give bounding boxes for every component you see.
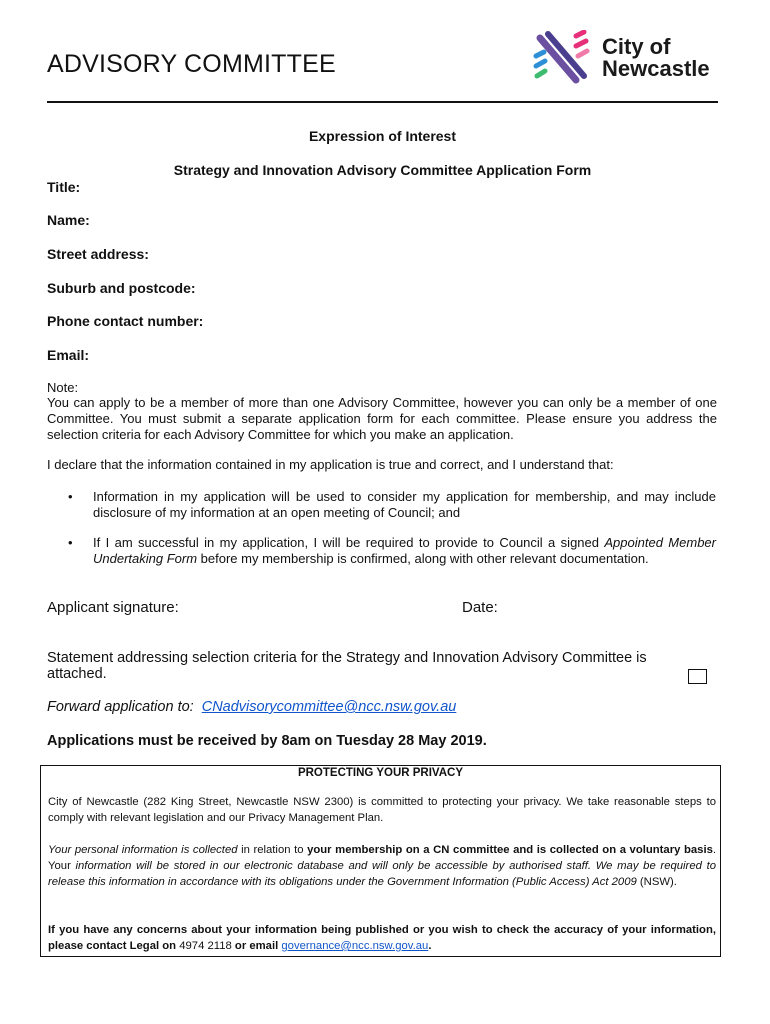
privacy-p2-bold-c: your membership on a CN committee and is collected on a voluntary basis [307, 844, 713, 856]
form-heading: Expression of Interest [308, 128, 457, 144]
suburb-postcode-field-label: Suburb and postcode: [47, 280, 196, 296]
declaration-bullet-2 [93, 535, 716, 567]
bullet2-text-part2: before my membership is confirmed, along with other relevant documentation. [197, 551, 649, 566]
privacy-title: PROTECTING YOUR PRIVACY [297, 767, 464, 779]
bullet-symbol: • [68, 535, 73, 550]
bullet-symbol: • [68, 489, 73, 504]
forward-label: Forward application to: [47, 699, 194, 715]
forward-email-link[interactable]: CNadvisorycommittee@ncc.nsw.gov.au [201, 699, 457, 715]
statement-attached-checkbox[interactable] [688, 669, 707, 684]
privacy-p2-text-d: . Your [48, 844, 716, 872]
declaration-bullet-1: Information in my application will be used to consider my application for membership, and may include disclosure of my information at an open meeting of Council; and [93, 489, 716, 520]
privacy-paragraph-2 [48, 842, 716, 890]
bullet2-text-part1: If I am successful in my application, I will be required to provide to Council a signed [93, 535, 605, 550]
privacy-p3-bold-a: If you have any concerns about your information being published or you wish to check the accuracy of your information, please contact Legal on [48, 924, 716, 952]
privacy-paragraph-3 [48, 922, 716, 954]
privacy-p3-bold-b: or email [231, 940, 282, 952]
date-label: Date: [462, 599, 498, 616]
phone-field-label: Phone contact number: [47, 313, 204, 329]
privacy-p2-text-b: in relation to [237, 844, 308, 856]
privacy-p2-italic-e: information will be stored in our electronic database and will only be accessible by authorised staff. We may be required to release this information in accordance with its obligations under the Government Information (Public Access) Act 2009 [48, 860, 716, 888]
applicant-signature-label: Applicant signature: [47, 599, 179, 616]
logo-text-line1: City of [602, 34, 671, 59]
form-subheading: Strategy and Innovation Advisory Committee Application Form [173, 162, 592, 178]
logo-mark-icon [532, 30, 596, 86]
forward-application-line [47, 699, 456, 715]
page-title: ADVISORY COMMITTEE [47, 50, 336, 78]
street-address-field-label: Street address: [47, 246, 149, 262]
privacy-p2-italic-a: Your personal information is collected [48, 844, 238, 856]
privacy-p3-period: . [428, 940, 432, 952]
name-field-label: Name: [47, 212, 90, 228]
privacy-paragraph-1: City of Newcastle (282 King Street, Newcastle NSW 2300) is committed to protecting your privacy. We take reasonable steps to comply with relevant legislation and our Privacy Management Plan. [48, 796, 716, 824]
city-of-newcastle-logo [532, 30, 722, 86]
privacy-p3-phone: 4974 2118 [179, 940, 232, 952]
statement-text: Statement addressing selection criteria for the Strategy and Innovation Advisory Committee is attached. [47, 650, 647, 682]
privacy-p2-text-f: (NSW). [636, 876, 677, 888]
email-field-label: Email: [47, 347, 90, 363]
deadline-text: Applications must be received by 8am on Tuesday 28 May 2019. [47, 733, 487, 749]
title-field-label: Title: [47, 179, 81, 195]
declaration-text: I declare that the information contained in my application is true and correct, and I understand that: [47, 457, 614, 472]
bullet2-italic-form-name: Appointed Member Undertaking Form [93, 535, 716, 566]
logo-text-line2: Newcastle [602, 56, 710, 81]
header-divider [47, 101, 718, 103]
governance-email-link[interactable]: governance@ncc.nsw.gov.au [281, 940, 429, 952]
note-label: Note: [47, 380, 79, 395]
note-text: You can apply to be a member of more than one Advisory Committee, however you can only be a member of one Committee. You must submit a separate application form for each committee. Please ensure you address the selection criteria for each Advisory Committee for which you make an application. [47, 395, 717, 442]
